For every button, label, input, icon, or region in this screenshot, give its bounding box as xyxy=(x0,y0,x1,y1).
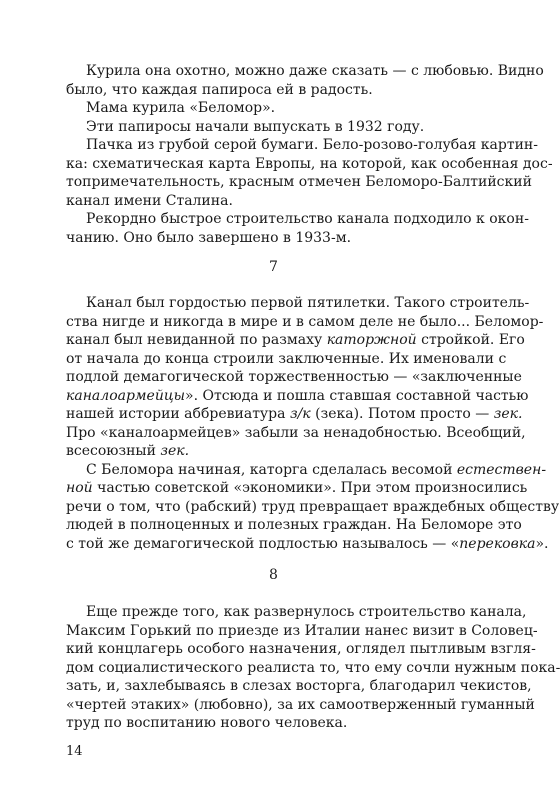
paragraph-group-section-7 xyxy=(66,294,560,553)
paragraph-group-intro xyxy=(66,62,553,247)
page-number: 14 xyxy=(66,744,83,759)
text-line: Максим Горький по приезде из Италии нанес визит в Соловец- xyxy=(66,622,538,639)
text-line: людей в полноценных и полезных граждан. На Беломоре это xyxy=(66,517,522,533)
text-line: канал имени Сталина. xyxy=(66,192,233,209)
text-run: частью советской «экономики». При этом произносились xyxy=(92,480,528,496)
italic-run: естествен- xyxy=(456,461,547,478)
italic-run: ной xyxy=(66,480,93,496)
text-line: от начала до конца строили заключенные. Их именовали с xyxy=(66,350,507,367)
text-run: нашей истории аббревиатура xyxy=(66,406,290,422)
text-run: ». Отсюда и пошла ставшая составной частью xyxy=(185,387,529,404)
text-line: Мама курила «Беломор». xyxy=(86,100,276,116)
text-line: дом социалистического реалиста то, что ему сочли нужным пока- xyxy=(66,659,560,676)
text-run: с той же демагогической подлостью называлось — « xyxy=(66,535,460,552)
paragraph-group-section-8 xyxy=(66,603,560,733)
text-line: зать, и, захлебываясь в слезах восторга, благодарил чекистов, xyxy=(66,678,532,694)
text-line: Пачка из грубой серой бумаги. Бело-розово-голубая картин- xyxy=(86,137,538,153)
section-number: 8 xyxy=(269,567,278,583)
italic-run: каналоармейцы xyxy=(66,387,186,404)
text-line xyxy=(66,331,525,350)
italic-run: каторжной xyxy=(326,332,417,348)
text-run: ». xyxy=(535,535,549,552)
text-line: «чертей этаких» (любовно), за их самоотверженный гуманный xyxy=(66,696,535,713)
text-line: речи о том, что (рабский) труд превращает враждебных обществу xyxy=(66,498,560,515)
text-line xyxy=(66,387,529,406)
text-line: Еще прежде того, как развернулось строительство канала, xyxy=(86,604,527,620)
text-run: канал был невиданной по размаху xyxy=(66,332,327,348)
text-line: Рекордно быстрое строительство канала подходило к окон- xyxy=(86,211,529,227)
text-line: Курила она охотно, можно даже сказать — с любовью. Видно xyxy=(86,63,544,79)
text-line: Канал был гордостью первой пятилетки. Такого строитель- xyxy=(86,295,530,311)
text-line: чанию. Оно было завершено в 1933-м. xyxy=(66,229,352,246)
italic-run: з/к xyxy=(289,406,311,422)
italic-run: зек. xyxy=(493,406,523,422)
text-line: было, что каждая папироса ей в радость. xyxy=(66,81,373,98)
text-line xyxy=(66,535,549,554)
text-line: топримечательность, красным отмечен Беломоро-Балтийский xyxy=(66,174,532,190)
text-line xyxy=(66,442,489,461)
text-line: Про «каналоармейцев» забыли за ненадобностью. Всеобщий, xyxy=(66,424,526,441)
text-line: ка: схематическая карта Европы, на которой, как особенная дос- xyxy=(66,155,553,172)
text-line: труд по воспитанию нового человека. xyxy=(66,715,348,731)
text-line: подлой демагогической торжественностью — «заключенные xyxy=(66,369,522,385)
text-run: (зека). Потом просто — xyxy=(310,406,494,422)
text-line xyxy=(66,461,547,480)
text-run: стройкой. Его xyxy=(416,332,525,348)
italic-run: перековка xyxy=(459,535,536,552)
text-line xyxy=(66,405,523,424)
text-line: Эти папиросы начали выпускать в 1932 году. xyxy=(86,118,425,135)
section-number: 7 xyxy=(269,259,278,275)
italic-run: зек. xyxy=(160,443,190,459)
text-line xyxy=(66,479,528,498)
text-run: всесоюзный xyxy=(66,443,161,459)
text-line: ства нигде и никогда в мире и в самом деле не было... Беломор- xyxy=(66,313,544,330)
text-run: С Беломора начиная, каторга сделалась весомой xyxy=(86,461,457,478)
text-line: кий концлагерь особого назначения, оглядел пытливым взгля- xyxy=(66,641,536,657)
